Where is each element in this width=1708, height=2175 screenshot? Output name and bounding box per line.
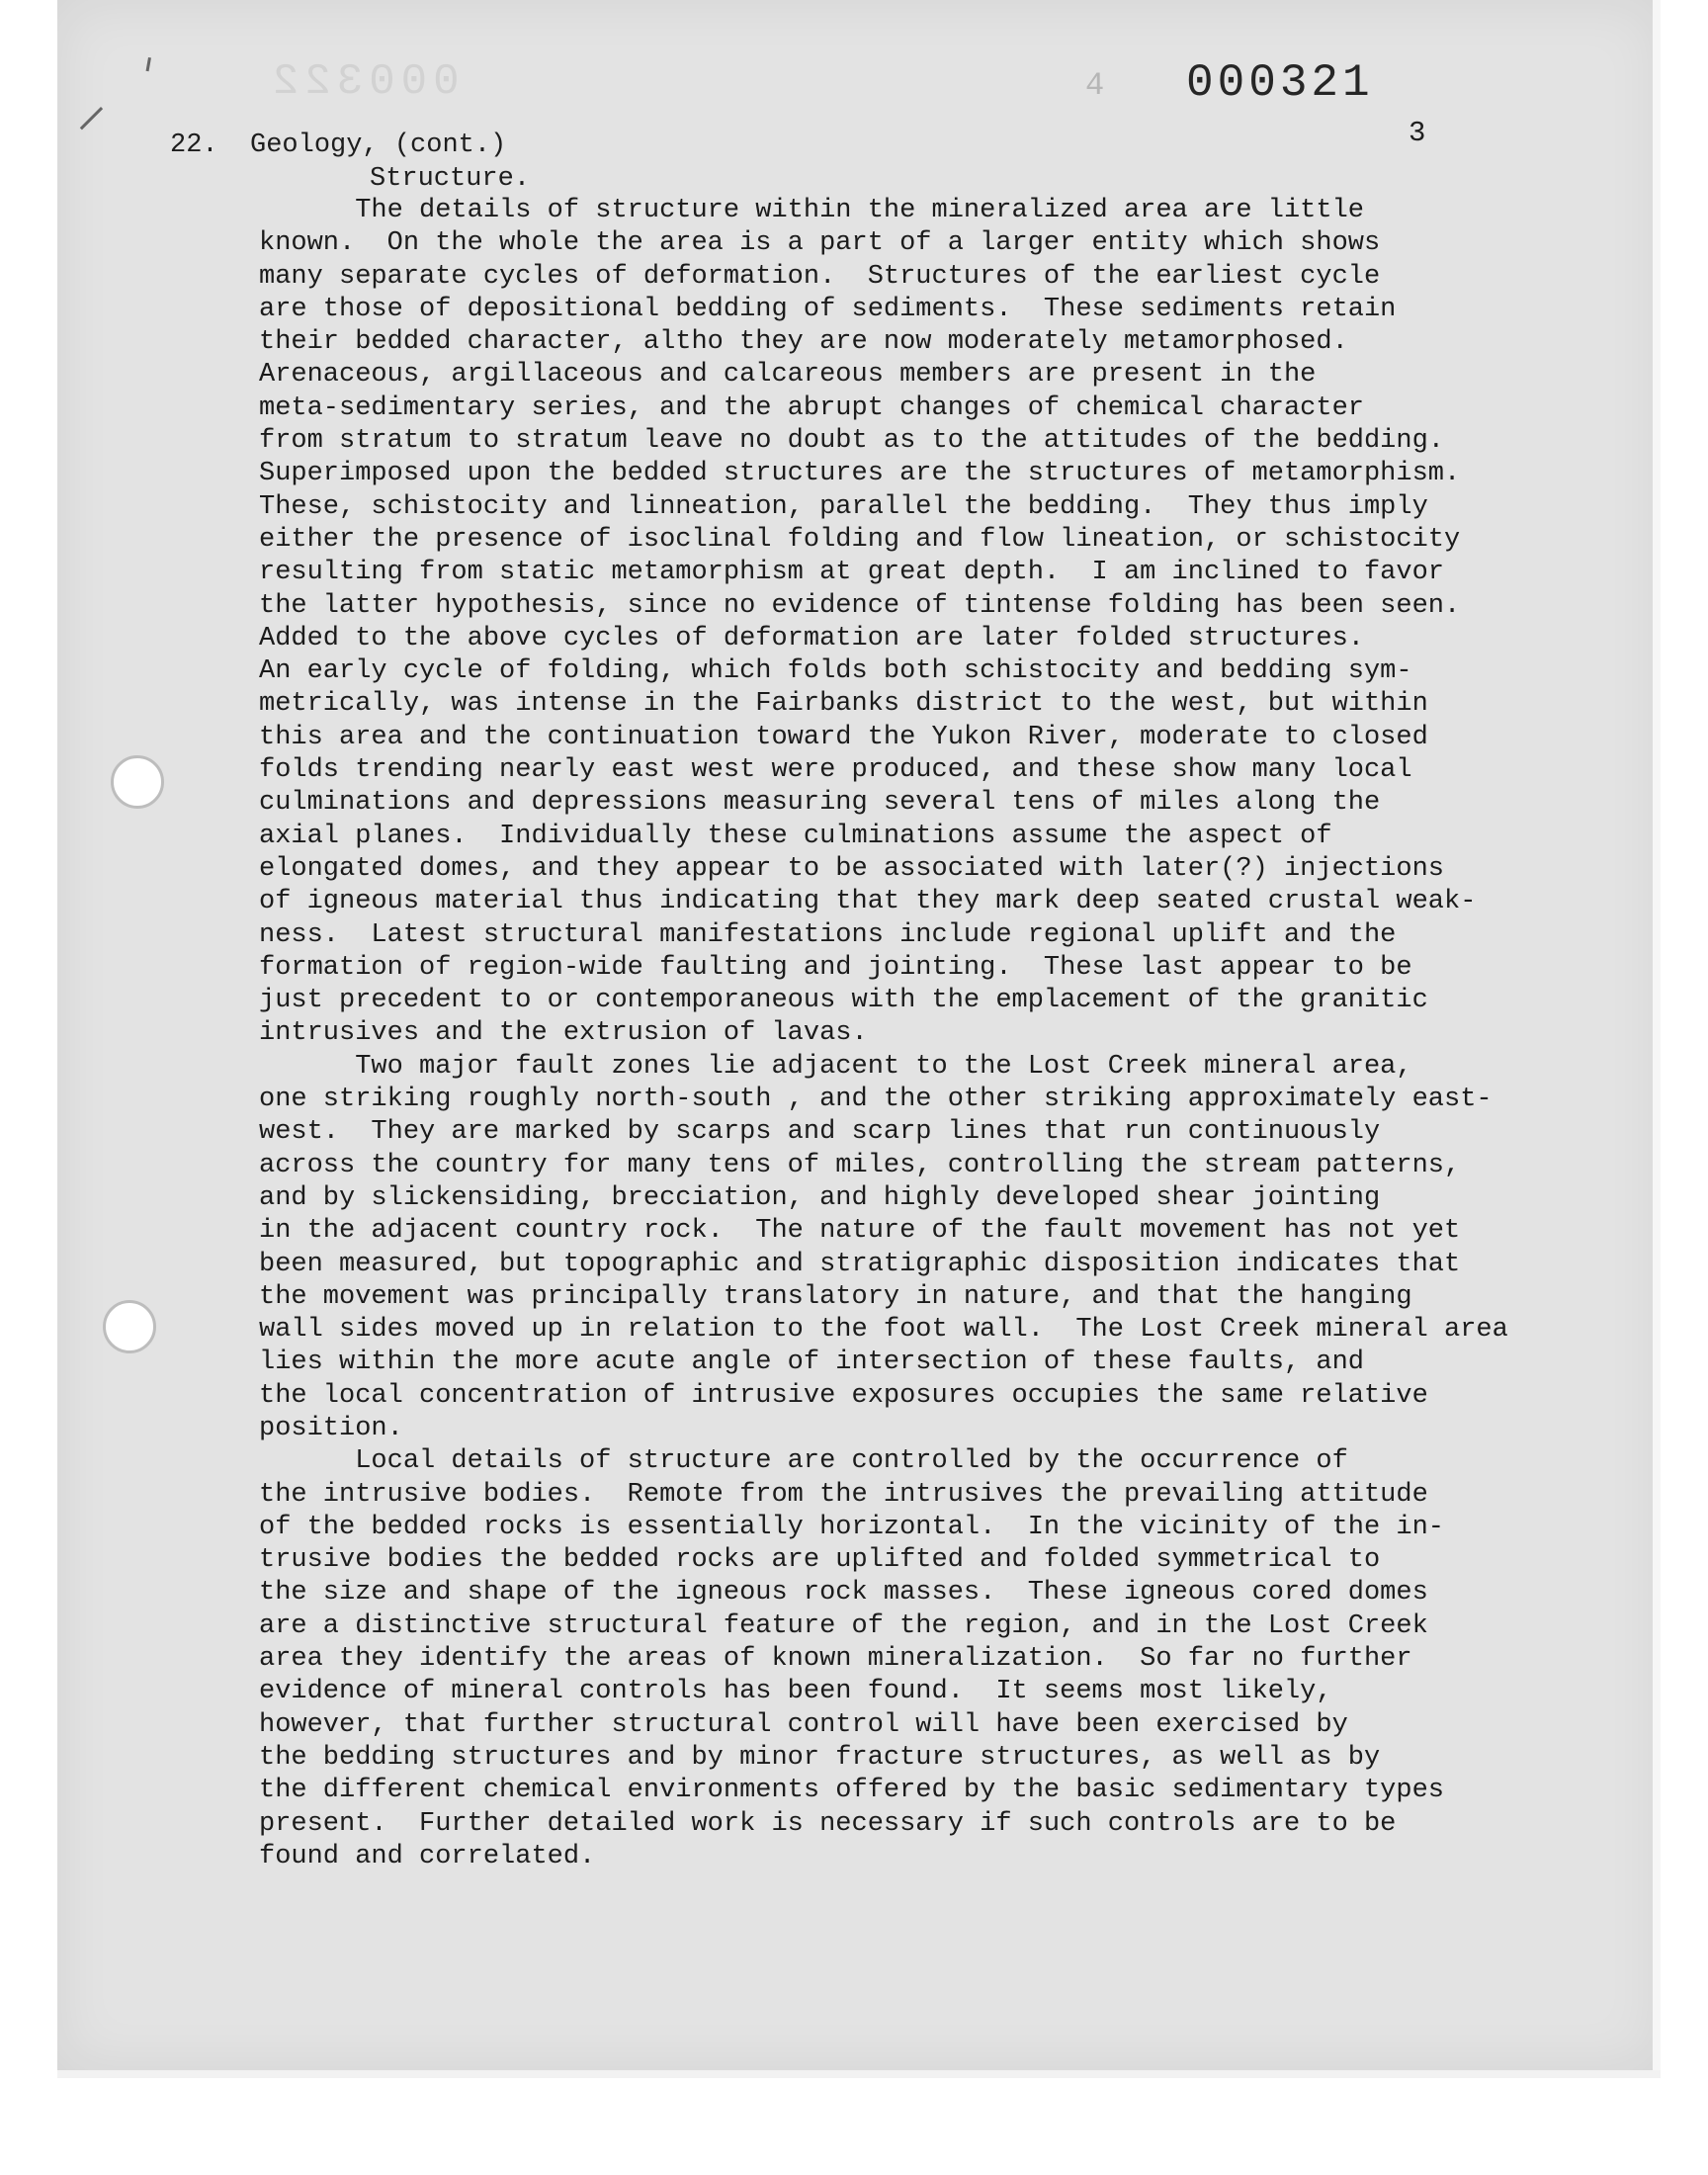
text-line: the different chemical environments offered by the basic sedimentary types	[259, 1776, 1444, 1806]
text-line: been measured, but topographic and stratigraphic disposition indicates that	[259, 1249, 1461, 1279]
paragraph	[259, 195, 1574, 1051]
text-line: from stratum to stratum leave no doubt as to the attitudes of the bedding.	[259, 426, 1444, 457]
punch-hole-upper	[111, 755, 164, 809]
text-line: Local details of structure are controlled by the occurrence of	[259, 1446, 1348, 1477]
text-line: of the bedded rocks is essentially horizontal. In the vicinity of the in-	[259, 1512, 1444, 1542]
section-number: 22.	[170, 130, 218, 160]
text-line: many separate cycles of deformation. Structures of the earliest cycle	[259, 261, 1381, 292]
text-line: area they identify the areas of known mineralization. So far no further	[259, 1644, 1412, 1675]
text-line: An early cycle of folding, which folds both schistocity and bedding sym-	[259, 656, 1412, 687]
text-line: their bedded character, altho they are now moderately metamorphosed.	[259, 327, 1348, 358]
text-line: elongated domes, and they appear to be associated with later(?) injections	[259, 853, 1444, 884]
text-line: wall sides moved up in relation to the foot wall. The Lost Creek mineral area	[259, 1315, 1508, 1346]
text-line: evidence of mineral controls has been found. It seems most likely,	[259, 1677, 1332, 1707]
paragraph	[259, 1445, 1574, 1873]
text-line: These, schistocity and linneation, parallel the bedding. They thus imply	[259, 491, 1428, 522]
text-line: this area and the continuation toward the Yukon River, moderate to closed	[259, 722, 1428, 752]
text-line: ness. Latest structural manifestations include regional uplift and the	[259, 919, 1397, 950]
section-header	[170, 130, 506, 160]
bleed-through-number: 000322	[267, 57, 460, 107]
text-line: meta-sedimentary series, and the abrupt changes of chemical character	[259, 392, 1364, 423]
document-number: 000321	[1186, 57, 1374, 109]
text-line: the intrusive bodies. Remote from the intrusives the prevailing attitude	[259, 1479, 1428, 1510]
text-line: Two major fault zones lie adjacent to the Lost Creek mineral area,	[259, 1051, 1412, 1082]
text-line: the size and shape of the igneous rock masses. These igneous cored domes	[259, 1578, 1428, 1609]
text-line: and by slickensiding, brecciation, and highly developed shear jointing	[259, 1182, 1381, 1213]
text-line: The details of structure within the mineralized area are little	[259, 196, 1364, 225]
text-line: resulting from static metamorphism at great depth. I am inclined to favor	[259, 558, 1444, 588]
text-line: axial planes. Individually these culminations assume the aspect of	[259, 821, 1332, 851]
body-text	[259, 195, 1574, 1873]
text-line: the local concentration of intrusive exposures occupies the same relative	[259, 1380, 1428, 1411]
text-line: trusive bodies the bedded rocks are uplifted and folded symmetrical to	[259, 1545, 1381, 1576]
text-line: metrically, was intense in the Fairbanks district to the west, but within	[259, 689, 1428, 720]
text-line: just precedent to or contemporaneous with the emplacement of the granitic	[259, 986, 1428, 1016]
text-line: are a distinctive structural feature of the region, and in the Lost Creek	[259, 1610, 1428, 1641]
section-title: Geology, (cont.)	[250, 130, 507, 160]
text-line: are those of depositional bedding of sediments. These sediments retain	[259, 294, 1397, 324]
text-line: however, that further structural control will have been exercised by	[259, 1709, 1348, 1740]
punch-hole-lower	[103, 1300, 156, 1353]
text-line: the movement was principally translatory in nature, and that the hanging	[259, 1281, 1412, 1312]
text-line: the bedding structures and by minor fracture structures, as well as by	[259, 1742, 1381, 1773]
text-line: one striking roughly north-south , and the other striking approximately east-	[259, 1085, 1493, 1115]
text-line: known. On the whole the area is a part of a larger entity which shows	[259, 228, 1381, 259]
sheet-edge	[57, 2070, 1661, 2078]
text-line: either the presence of isoclinal folding and flow lineation, or schistocity	[259, 524, 1461, 555]
text-line: found and correlated.	[259, 1841, 596, 1871]
text-line: west. They are marked by scarps and scarp lines that run continuously	[259, 1117, 1381, 1148]
text-line: folds trending nearly east west were produced, and these show many local	[259, 755, 1412, 786]
text-line: culminations and depressions measuring several tens of miles along the	[259, 788, 1381, 819]
text-line: Added to the above cycles of deformation are later folded structures.	[259, 623, 1364, 653]
faint-stamp-mark: 4	[1085, 67, 1105, 104]
text-line: lies within the more acute angle of intersection of these faults, and	[259, 1348, 1364, 1378]
text-line: intrusives and the extrusion of lavas.	[259, 1018, 868, 1049]
text-line: position.	[259, 1413, 403, 1443]
text-line: in the adjacent country rock. The nature of the fault movement has not yet	[259, 1216, 1461, 1247]
paragraph	[259, 1051, 1574, 1446]
text-line: Arenaceous, argillaceous and calcareous members are present in the	[259, 360, 1317, 391]
text-line: the latter hypothesis, since no evidence of tintense folding has been seen.	[259, 590, 1461, 621]
subheading: Structure.	[370, 164, 531, 194]
text-line: Superimposed upon the bedded structures are the structures of metamorphism.	[259, 459, 1461, 489]
text-line: present. Further detailed work is necessary if such controls are to be	[259, 1808, 1397, 1839]
text-line: formation of region-wide faulting and jointing. These last appear to be	[259, 952, 1412, 983]
page-number: 3	[1409, 117, 1426, 149]
text-line: of igneous material thus indicating that they mark deep seated crustal weak-	[259, 887, 1477, 917]
text-line: across the country for many tens of miles, controlling the stream patterns,	[259, 1150, 1461, 1180]
